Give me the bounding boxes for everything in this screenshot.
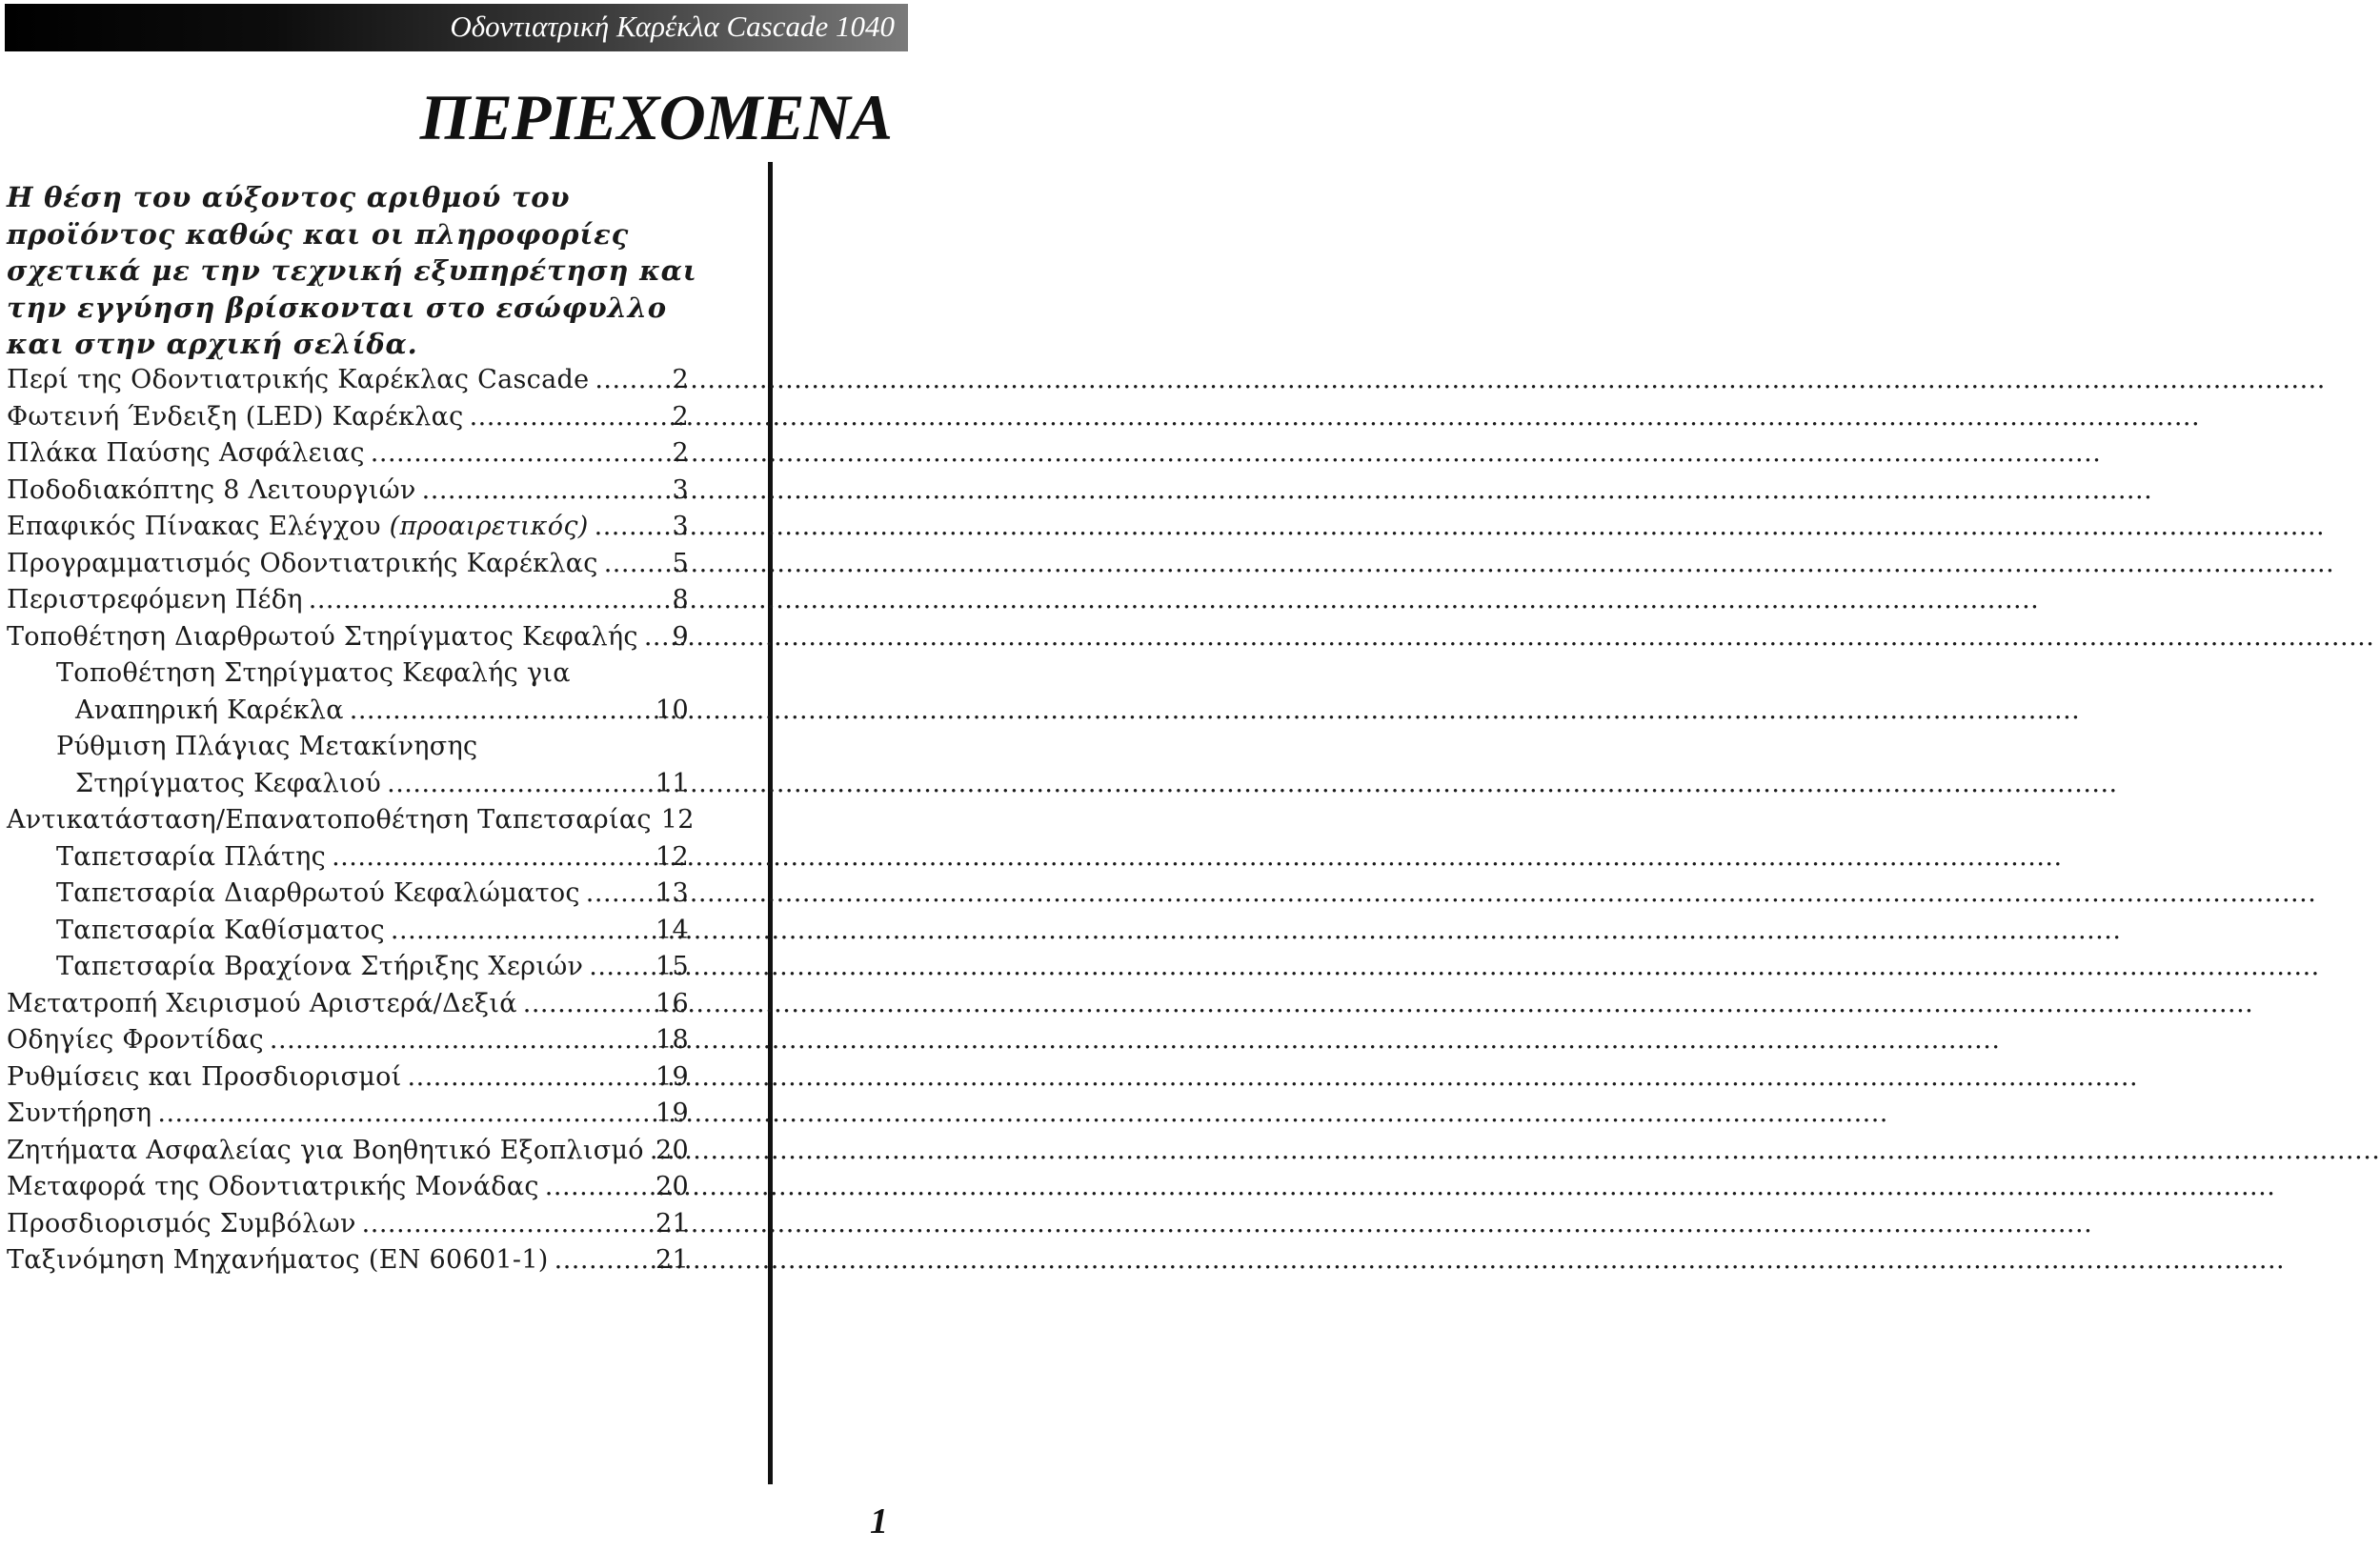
toc-dot-leader: [270, 1022, 652, 1059]
toc-subentry-continuation[interactable]: [75, 693, 689, 730]
toc-entry-page: 21: [656, 1208, 689, 1239]
toc-dot-leader: [589, 949, 652, 986]
toc-subentry[interactable]: [56, 729, 689, 766]
toc-dot-leader: [157, 1096, 652, 1133]
toc-subentry[interactable]: [56, 655, 689, 693]
toc-dot-leader: [408, 1059, 652, 1097]
toc-entry-title: Μεταφορά της Οδοντιατρικής Μονάδας: [7, 1172, 539, 1201]
toc-entry-page: 3: [672, 474, 689, 505]
toc-entry[interactable]: [7, 509, 689, 546]
toc-entry-page: 12: [656, 841, 689, 872]
toc-entry-title: Στηρίγματος Κεφαλιού: [75, 768, 382, 798]
toc-entry-title: Περιστρεφόμενη Πέδη: [7, 585, 303, 614]
toc-dot-leader: [470, 399, 656, 436]
toc-entry[interactable]: [7, 435, 689, 473]
toc-dot-leader: [350, 693, 652, 730]
toc-entry-title: Ταπετσαρία Πλάτης: [56, 841, 327, 872]
toc-dot-leader: [545, 1169, 652, 1206]
toc-entry-title: Αναπηρική Καρέκλα: [75, 695, 344, 725]
toc-entry[interactable]: [7, 1096, 689, 1133]
toc-dot-leader: [422, 473, 656, 510]
toc-entry-title: Ρύθμιση Πλάγιας Μετακίνησης: [56, 732, 478, 761]
toc-entry-title-main: Επαφικός Πίνακας Ελέγχου: [7, 512, 390, 541]
toc-dot-leader: [309, 582, 656, 619]
toc-entry[interactable]: [7, 1169, 689, 1206]
toc-entry[interactable]: [7, 802, 695, 839]
toc-entry-page: 14: [656, 915, 689, 945]
toc-entry[interactable]: [7, 1133, 689, 1170]
toc-entry-page: 16: [656, 988, 689, 1018]
vertical-divider: [768, 162, 773, 1484]
toc-entry-page: 10: [656, 695, 689, 725]
toc-entry-page: 8: [672, 585, 689, 614]
toc-entry-page: 2: [672, 401, 689, 432]
toc-entry-page: 15: [656, 952, 689, 981]
toc-entry-page: 11: [656, 768, 689, 798]
toc-entry-page: 13: [656, 878, 689, 908]
toc-entry-page: 12: [660, 805, 695, 835]
toc-entry-page: 20: [656, 1172, 689, 1201]
toc-entry-title: Μετατροπή Χειρισμού Αριστερά/Δεξιά: [7, 988, 517, 1018]
toc-entry-title: Προγραμματισμός Οδοντιατρικής Καρέκλας: [7, 548, 598, 578]
toc-dot-leader: [371, 435, 656, 473]
toc-dot-leader: [555, 1242, 652, 1279]
toc-dot-leader: [650, 1133, 652, 1170]
document-title: Οδοντιατρική Καρέκλα Cascade 1040: [450, 10, 895, 43]
toc-entry-page: 3: [672, 512, 689, 541]
toc-entry[interactable]: [7, 546, 689, 583]
toc-entry-title: Προσδιορισμός Συμβόλων: [7, 1208, 356, 1239]
toc-entry-page: 21: [656, 1245, 689, 1275]
toc-dot-leader: [586, 876, 652, 913]
toc-entry-title: Ζητήματα Ασφαλείας για Βοηθητικό Εξοπλισμό: [7, 1135, 644, 1165]
page-number: 1: [870, 1501, 888, 1541]
toc-dot-leader: [387, 766, 652, 803]
toc-entry-title: Ποδοδιακόπτης 8 Λειτουργιών: [7, 474, 416, 505]
intro-note: Η θέση του αύξοντος αριθμού του προϊόντος καθώς και οι πληροφορίες σχετικά με την τεχνική εξυπηρέτηση και την εγγύηση βρίσκονται στο εσώφυλλο και στην αρχική σελίδα.: [7, 181, 697, 360]
toc-entry-title: Αντικατάσταση/Επανατοποθέτηση Ταπετσαρίας: [7, 805, 652, 835]
toc-dot-leader: [362, 1206, 652, 1243]
toc-entry[interactable]: [7, 1242, 689, 1279]
toc-entry-title: Τοποθέτηση Διαρθρωτού Στηρίγματος Κεφαλής: [7, 621, 638, 652]
toc-entry-title: Φωτεινή Ένδειξη (LED) Καρέκλας: [7, 401, 464, 432]
toc-dot-leader: [595, 362, 656, 399]
toc-entry[interactable]: [7, 986, 689, 1023]
toc-entry-title-note: (προαιρετικός): [389, 512, 589, 541]
toc-entry-page: 18: [656, 1025, 689, 1055]
toc-entry[interactable]: [7, 582, 689, 619]
table-of-contents: [7, 362, 695, 1279]
toc-entry-title: Οδηγίες Φροντίδας: [7, 1025, 264, 1055]
toc-entry-title: Ταπετσαρία Καθίσματος: [56, 915, 385, 945]
toc-entry-title: Ρυθμίσεις και Προσδιορισμοί: [7, 1061, 402, 1092]
toc-entry[interactable]: [7, 362, 689, 399]
toc-dot-leader: [644, 619, 656, 656]
toc-entry-title: Πλάκα Παύσης Ασφάλειας: [7, 438, 365, 468]
toc-entry-page: 19: [656, 1061, 689, 1092]
toc-dot-leader: [595, 509, 656, 546]
toc-entry-title: Περί της Οδοντιατρικής Καρέκλας Cascade: [7, 365, 590, 394]
toc-entry-title: Ταξινόμηση Μηχανήματος (EN 60601-1): [7, 1245, 549, 1275]
toc-entry-page: 2: [672, 438, 689, 468]
toc-entry[interactable]: [7, 473, 689, 510]
toc-subentry[interactable]: [56, 913, 689, 950]
toc-entry[interactable]: [7, 399, 689, 436]
toc-entry-page: 9: [672, 621, 689, 652]
toc-entry-page: 20: [656, 1135, 689, 1165]
toc-subentry-continuation[interactable]: [75, 766, 689, 803]
toc-entry-title: Ταπετσαρία Βραχίονα Στήριξης Χεριών: [56, 952, 584, 981]
toc-dot-leader: [332, 839, 652, 876]
header-bar: [5, 4, 908, 51]
toc-entry-title: Ταπετσαρία Διαρθρωτού Κεφαλώματος: [56, 878, 580, 908]
toc-dot-leader: [604, 546, 656, 583]
page-title: ΠΕΡΙΕΧΟΜΕΝΑ: [419, 81, 892, 153]
toc-entry-title: Συντήρηση: [7, 1098, 152, 1128]
toc-entry[interactable]: [7, 1059, 689, 1097]
toc-subentry[interactable]: [56, 876, 689, 913]
toc-entry[interactable]: [7, 1022, 689, 1059]
toc-entry-page: 19: [656, 1098, 689, 1128]
toc-subentry[interactable]: [56, 839, 689, 876]
toc-entry-title: [7, 509, 589, 546]
toc-subentry[interactable]: [56, 949, 689, 986]
toc-entry-page: 2: [672, 365, 689, 394]
toc-dot-leader: [391, 913, 652, 950]
toc-entry-title: Τοποθέτηση Στηρίγματος Κεφαλής για: [56, 658, 571, 688]
toc-entry[interactable]: [7, 1206, 689, 1243]
toc-entry-page: 5: [672, 548, 689, 578]
toc-dot-leader: [523, 986, 652, 1023]
toc-entry[interactable]: [7, 619, 689, 656]
